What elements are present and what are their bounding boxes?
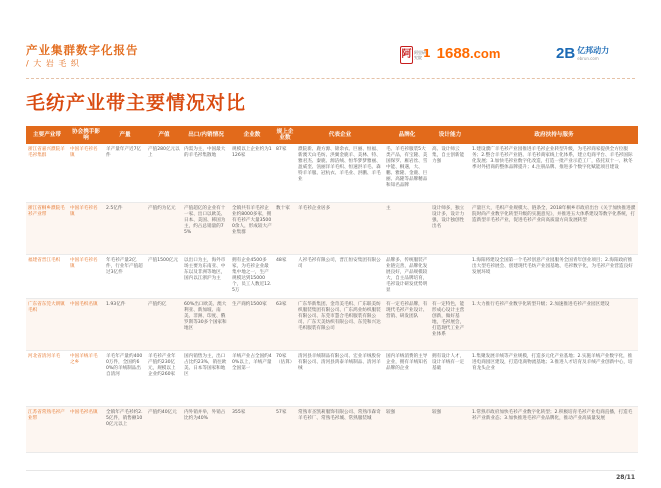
col-header: 规上企业数 xyxy=(274,126,296,144)
table-cell: 全镇年产毛衫约2.5亿件，销售额100亿元以上 xyxy=(104,406,146,452)
table-cell: 品牌多、传统服装产业链完善，品牌化发展良好，产品规模较大，自主品牌培育，毛衫设计研发优势明显 xyxy=(384,254,430,298)
ali-mark-icon: 阿 xyxy=(400,46,413,64)
table-cell: 以出口为主，海外市场主要为东南亚、中东以及非洲等地区，国内以江浙沪为主 xyxy=(182,254,230,298)
footer-divider xyxy=(26,470,635,471)
table-cell: 48家 xyxy=(274,254,296,298)
table-cell: 生产商约1500家 xyxy=(230,298,274,350)
report-title: 产业集群数字化报告 xyxy=(26,43,139,57)
table-cell: 羊毛衫产业年产值约230亿元，规模以上企业约260家 xyxy=(146,350,182,406)
table-cell: 1.大力推行毛衫产业数字化转型升级；2.加速推进毛衫产业园区建设 xyxy=(470,298,638,350)
col-header: 产量 xyxy=(104,126,146,144)
report-header xyxy=(0,0,661,78)
table-cell: 浙江省桐乡濮院毛衫产业带 xyxy=(26,202,68,254)
col-header: 设计能力 xyxy=(430,126,470,144)
col-header: 产值 xyxy=(146,126,182,144)
table-cell: 中国毛衫名镇 xyxy=(68,406,104,452)
table-cell: 拥有设计人才，设计羊绒有一定基础 xyxy=(430,350,470,406)
table-cell: 清河县羊绒制品有限公司、宏业羊绒股份有限公司、清河县鸿泰羊绒制品、清河羊绒 xyxy=(296,350,384,406)
table-cell: 70家（估算） xyxy=(274,350,296,406)
table-cell: 规模以上企业约为1126家 xyxy=(230,144,274,202)
table-cell: 中国羊毛衫名镇 xyxy=(68,144,104,202)
table-cell: 广东华新集团、金奇美毛织、广东联美纺织服装集团有限公司、广东鸿业纺织服装有限公司、东莞市慧合毛织服装有限公司、广东天美纺织有限公司、东莞和兴达毛织服装有限公司 xyxy=(296,298,384,350)
table-cell: 常熟市圣凯莉服饰有限公司、常熟市森奇羊毛衫厂、常熟毛衫城、常熟服装城 xyxy=(296,406,384,452)
table-cell: 年毛衫产量2亿件，行业年产值超过3亿件 xyxy=(104,254,146,298)
table-cell: 拥有企业4500多家，为毛衫企业最集中地之一，生产规模达到15000个，员工人数近12.5万 xyxy=(230,254,274,298)
logo-1688-tld: .com xyxy=(470,45,501,61)
table-header-row xyxy=(26,126,638,144)
table-cell: 2.5亿件 xyxy=(104,202,146,254)
table-cell: 国内销售为主，出口占比约23%，销往欧美、日本等国家和地区 xyxy=(182,350,230,406)
logo-1688-prefix: 1 xyxy=(423,46,431,60)
table-cell: 羊毛衫企业居多 xyxy=(296,202,384,254)
table-cell: 1.集聚发展羊绒等产业规模，打造多元化产业基地；2.实施羊绒产业数字化，推进电商园区建设，打造电商物流基地；3.推进人才培育及羊绒产业创新中心，培育龙头企业 xyxy=(470,350,638,406)
header-divider xyxy=(26,78,635,79)
table-cell: 设计师多，独立设计多，设计力强，设计独创性出名 xyxy=(430,202,470,254)
logo-1688 xyxy=(423,40,500,66)
table-cell: 有一定毛衫品牌，有现代毛衫产业设计、营销、研发团队 xyxy=(384,298,430,350)
industry-comparison-table xyxy=(26,126,638,453)
table-cell: 产值280亿元以上 xyxy=(146,144,182,202)
col-header: 品牌化 xyxy=(384,126,430,144)
col-header: 主要产业带 xyxy=(26,126,68,144)
logo-2b-text: 2B xyxy=(556,44,576,62)
logo-1688-text xyxy=(437,45,501,62)
table-cell: 60%出口欧美、澳大利亚、新加坡、南美、非洲、印度、俄罗斯等30多个国家和地区 xyxy=(182,298,230,350)
table-cell: 产量巨大，毛织产业规模大、链条全，2018年桐乡市政府出台《关于加快推进濮院时尚产业数字化转型升级的实施意见》，并推进五大体系建设等数字化系统，打造新型羊毛衫产业，促进毛衫产业向高质量方向发展转型 xyxy=(470,202,638,254)
col-header: 协会携手影响 xyxy=(68,126,104,144)
col-header: 企业数 xyxy=(230,126,274,144)
table-cell: 河北省清河羊毛 xyxy=(26,350,68,406)
table-cell: 中国毛织名镇 xyxy=(68,298,104,350)
logo-ebrun-label xyxy=(577,45,609,61)
table-cell: 数十家 xyxy=(274,202,296,254)
table-cell: 中国羊毛衫名镇 xyxy=(68,202,104,254)
table-cell: 广东省东莞大朗镇毛织 xyxy=(26,298,68,350)
table-cell: 63家 xyxy=(274,298,296,350)
table-cell xyxy=(430,254,470,298)
table-cell: 较强 xyxy=(430,406,470,452)
table-row xyxy=(26,254,638,298)
table-cell: 浙江省嘉兴濮院羊毛衫集群 xyxy=(26,144,68,202)
table-cell: 高、设计师云集，自主创新能力强 xyxy=(430,144,470,202)
table-row xyxy=(26,144,638,202)
table-cell: 1.海阳将建设全国第一个毛衫创意产业园服务全国青年创业项目；2.海阳政府推出大型毛衫展会、创建现代毛纺产业园基地、毛衫数字化，为毛衫产业营造良好发展环境 xyxy=(470,254,638,298)
table-cell: 国内羊绒消费的主导企业，拥有羊绒知名品牌的企业 xyxy=(384,350,430,406)
col-header: 出口/内销情况 xyxy=(182,126,230,144)
col-header: 代表企业 xyxy=(296,126,384,144)
logo-ebrun-en: ebrun.com xyxy=(577,56,599,61)
table-cell: 羊产量年产近7亿件 xyxy=(104,144,146,202)
table-cell: 内需为主，中国最大的羊毛衫集散地 xyxy=(182,144,230,202)
table-cell: 内外销并举，外销占比约为40% xyxy=(182,406,230,452)
table-cell: 人衫毛衫有限公司，晋江恒安集团有限公司 xyxy=(296,254,384,298)
table-cell: 产值超亿的企业有十一家、出口以欧美、日本、美国、韩国为主，约占总销量的75% xyxy=(182,202,230,254)
table-cell: 福建省晋江毛织 xyxy=(26,254,68,298)
logo-1688-name: 1688 xyxy=(436,44,471,62)
ali-small-text: 阿里研究院 xyxy=(414,50,426,60)
page-title: 毛纺产业带主要情况对比 xyxy=(26,92,247,114)
table-cell: 濮院新、鹿方源、锦余衣、巨丽、恒福、新澳天山毛纺、洪翼金鹿羊、美林、特、雅君杰、秦鹿、源洁绒、恒华梦梦雅丽、盈威奎、瓴丽洋羊毛织、恒速洪羊毛、森特羊羊服、冠杭衣、羊毛业、洪鹏、羊毛业 xyxy=(296,144,384,202)
table-cell: 87家 xyxy=(274,144,296,202)
table-cell: 中国羊毛衫名镇 xyxy=(68,254,104,298)
table-cell: 主 xyxy=(384,202,430,254)
table-cell: 中国羊绒羊毛之乡 xyxy=(68,350,104,406)
report-subtitle: / 大 岩 毛 织 xyxy=(26,59,80,68)
table-row xyxy=(26,202,638,254)
table-cell: 1.常熟市政府加快毛衫产业数字化转型；2.积极培育毛衫产业电商直播，打造毛衫产业新业态；3.加快推进毛衫产业品牌化，推动产业高质量发展 xyxy=(470,406,638,452)
logo-ebrun-cn: 亿邦动力 xyxy=(577,46,610,55)
table-cell: 江苏省常熟毛衫产业带 xyxy=(26,406,68,452)
table-row xyxy=(26,406,638,452)
table-cell: 355家 xyxy=(230,406,274,452)
table-row xyxy=(26,298,638,350)
table-cell: 有一定特色，能形成心设计主营创新，做好基地，毛衫展会，打造现代工业产业体系 xyxy=(430,298,470,350)
table-cell: 较强 xyxy=(384,406,430,452)
table-cell: 产值1500亿元 xyxy=(146,254,182,298)
table-cell: 1.93亿件 xyxy=(104,298,146,350)
col-header: 政府扶持与服务 xyxy=(470,126,638,144)
logo-ebrun xyxy=(556,40,609,66)
table-cell: 产值约亿 xyxy=(146,298,182,350)
table-cell: 羊绒产业占全国约40%以上，羊绒产量全国第一 xyxy=(230,350,274,406)
table-cell: 羊毛年产量约4000万件，全国约60%的羊绒制品出自清河 xyxy=(104,350,146,406)
table-row xyxy=(26,350,638,406)
table-cell: 产值约为亿元 xyxy=(146,202,182,254)
table-cell: 1.建设濮广羊毛衫产业园推进羊毛衫企业转型升级，为毛衫商家提供全方位服务；2.整合羊毛衫产业链、羊毛衫商家线上化体系，建立电商平台、羊毛衫国际化发展；3.加快毛衫业数字化改造，打造一批产业示范工厂，依托双十一、秋冬季对外招商的整体品牌提升；4.注册品牌、推进多个数字化赋能项目建设 xyxy=(470,144,638,202)
table-cell: 毛、羊毛衫服装5大类产品，有宝隆、美国保罗、雁岩丝、雪中能、桐遇，大、鹏、雅隆、金鹿、巨丽、高隆等品牌精品和知名品牌 xyxy=(384,144,430,202)
table-cell: 57家 xyxy=(274,406,296,452)
page-number: 28/11 xyxy=(616,474,635,481)
table-cell: 产值约40亿元 xyxy=(146,406,182,452)
table-cell: 全镇共有羊毛衫企业约8000多家，拥有毛衫产大量35000余人，形成较大产业集群 xyxy=(230,202,274,254)
